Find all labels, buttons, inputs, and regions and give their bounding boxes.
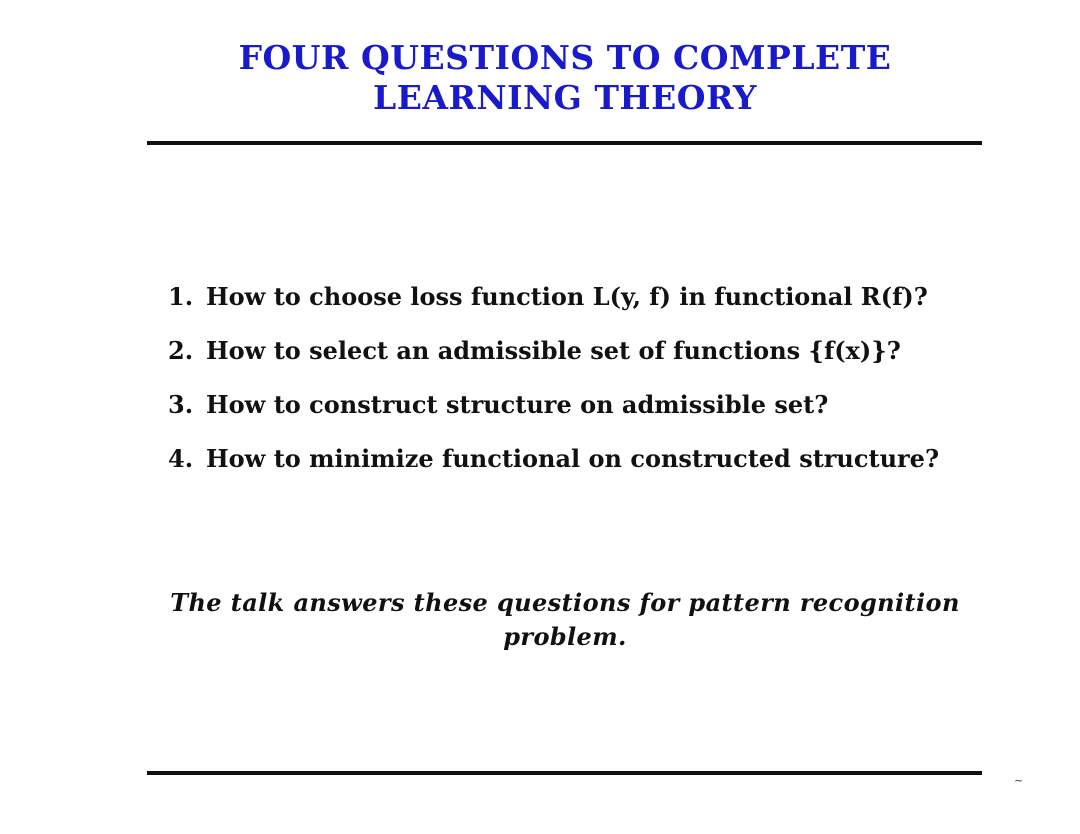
questions-list xyxy=(168,278,939,494)
question-number: 4. xyxy=(168,444,194,473)
question-text: How to construct structure on admissible set? xyxy=(206,390,829,419)
question-item-4 xyxy=(168,440,939,494)
slide-title xyxy=(150,38,980,118)
question-item-3 xyxy=(168,386,939,440)
question-text: How to choose loss function L(y, f) in functional R(f)? xyxy=(206,282,928,311)
question-number: 2. xyxy=(168,336,194,365)
page-number: ~ xyxy=(1014,774,1024,787)
slide-title-line-2: LEARNING THEORY xyxy=(373,78,757,117)
talk-note-line-1: The talk answers these questions for pattern recognition xyxy=(170,588,960,617)
top-divider xyxy=(147,141,982,145)
question-text: How to select an admissible set of functions {f(x)}? xyxy=(206,336,901,365)
talk-note-line-2: problem. xyxy=(503,622,627,651)
question-item-2 xyxy=(168,332,939,386)
question-item-1 xyxy=(168,278,939,332)
talk-note xyxy=(150,586,980,654)
question-number: 3. xyxy=(168,390,194,419)
question-text: How to minimize functional on constructed structure? xyxy=(206,444,940,473)
bottom-divider xyxy=(147,771,982,775)
slide-title-line-1: FOUR QUESTIONS TO COMPLETE xyxy=(238,38,892,77)
question-number: 1. xyxy=(168,282,194,311)
